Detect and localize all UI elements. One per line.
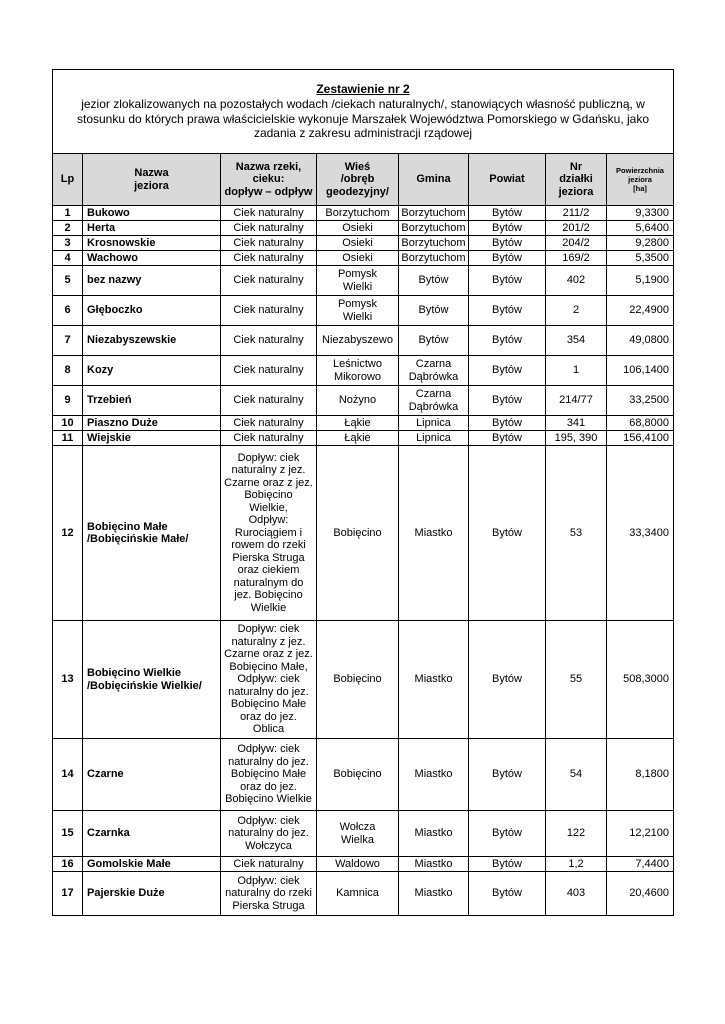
table-body xyxy=(53,206,674,916)
cell-nazwa: Bobięcino Małe /Bobięcińskie Małe/ xyxy=(83,446,221,621)
cell-rzeka: Ciek naturalny xyxy=(221,221,317,236)
table-row xyxy=(53,621,674,739)
document-title xyxy=(53,70,674,154)
cell-powiat: Bytów xyxy=(469,739,546,811)
cell-gmina: Czarna Dąbrówka xyxy=(399,386,469,416)
cell-rzeka: Ciek naturalny xyxy=(221,431,317,446)
table-row xyxy=(53,811,674,857)
cell-wies: Bobięcino xyxy=(317,739,399,811)
cell-lp: 2 xyxy=(53,221,83,236)
table-row xyxy=(53,251,674,266)
cell-dzialka: 211/2 xyxy=(546,206,607,221)
header-powiat: Powiat xyxy=(469,154,546,206)
header-row xyxy=(53,154,674,206)
cell-rzeka: Ciek naturalny xyxy=(221,296,317,326)
cell-gmina: Miastko xyxy=(399,857,469,872)
cell-wies: Łąkie xyxy=(317,431,399,446)
cell-powierzchnia: 106,1400 xyxy=(607,356,674,386)
cell-lp: 7 xyxy=(53,326,83,356)
table-row xyxy=(53,296,674,326)
title-heading: Zestawienie nr 2 xyxy=(316,82,410,97)
cell-nazwa: Czarnka xyxy=(83,811,221,857)
cell-lp: 17 xyxy=(53,872,83,916)
cell-gmina: Miastko xyxy=(399,872,469,916)
cell-wies: Waldowo xyxy=(317,857,399,872)
table-row xyxy=(53,386,674,416)
header-nazwa: Nazwa jeziora xyxy=(83,154,221,206)
cell-powiat: Bytów xyxy=(469,386,546,416)
cell-powierzchnia: 20,4600 xyxy=(607,872,674,916)
header-dzialka: Nr działki jeziora xyxy=(546,154,607,206)
cell-powiat: Bytów xyxy=(469,857,546,872)
cell-nazwa: Wachowo xyxy=(83,251,221,266)
cell-gmina: Czarna Dąbrówka xyxy=(399,356,469,386)
cell-powierzchnia: 5,3500 xyxy=(607,251,674,266)
cell-lp: 8 xyxy=(53,356,83,386)
cell-dzialka: 54 xyxy=(546,739,607,811)
cell-rzeka: Ciek naturalny xyxy=(221,416,317,431)
cell-nazwa: Herta xyxy=(83,221,221,236)
cell-powiat: Bytów xyxy=(469,296,546,326)
cell-powiat: Bytów xyxy=(469,326,546,356)
header-rzeka: Nazwa rzeki, cieku: dopływ – odpływ xyxy=(221,154,317,206)
cell-lp: 9 xyxy=(53,386,83,416)
cell-gmina: Miastko xyxy=(399,621,469,739)
table-row xyxy=(53,739,674,811)
cell-lp: 3 xyxy=(53,236,83,251)
cell-powiat: Bytów xyxy=(469,431,546,446)
cell-dzialka: 402 xyxy=(546,266,607,296)
cell-dzialka: 122 xyxy=(546,811,607,857)
cell-rzeka: Ciek naturalny xyxy=(221,386,317,416)
cell-powierzchnia: 33,3400 xyxy=(607,446,674,621)
header-wies: Wieś /obręb geodezyjny/ xyxy=(317,154,399,206)
cell-powierzchnia: 9,3300 xyxy=(607,206,674,221)
cell-nazwa: Czarne xyxy=(83,739,221,811)
table-row xyxy=(53,236,674,251)
cell-powiat: Bytów xyxy=(469,206,546,221)
table-row xyxy=(53,206,674,221)
cell-wies: Kamnica xyxy=(317,872,399,916)
cell-nazwa: Niezabyszewskie xyxy=(83,326,221,356)
cell-wies: Bobięcino xyxy=(317,446,399,621)
cell-powiat: Bytów xyxy=(469,356,546,386)
cell-gmina: Bytów xyxy=(399,266,469,296)
cell-lp: 13 xyxy=(53,621,83,739)
cell-wies: Niezabyszewo xyxy=(317,326,399,356)
cell-dzialka: 354 xyxy=(546,326,607,356)
cell-lp: 12 xyxy=(53,446,83,621)
cell-powierzchnia: 508,3000 xyxy=(607,621,674,739)
cell-rzeka: Dopływ: ciek naturalny z jez. Czarne oraz z jez. Bobięcino Małe, Odpływ: ciek naturalny do jez. Bobięcino Małe oraz do jez. Oblica xyxy=(221,621,317,739)
cell-powierzchnia: 7,4400 xyxy=(607,857,674,872)
cell-rzeka: Odpływ: ciek naturalny do rzeki Pierska Struga xyxy=(221,872,317,916)
cell-powierzchnia: 33,2500 xyxy=(607,386,674,416)
cell-dzialka: 341 xyxy=(546,416,607,431)
lakes-table xyxy=(52,69,674,916)
cell-dzialka: 55 xyxy=(546,621,607,739)
cell-rzeka: Ciek naturalny xyxy=(221,236,317,251)
cell-wies: Osieki xyxy=(317,251,399,266)
cell-wies: Pomysk Wielki xyxy=(317,266,399,296)
cell-wies: Leśnictwo Mikorowo xyxy=(317,356,399,386)
cell-lp: 10 xyxy=(53,416,83,431)
cell-rzeka: Ciek naturalny xyxy=(221,206,317,221)
cell-nazwa: Gomolskie Małe xyxy=(83,857,221,872)
table-row xyxy=(53,266,674,296)
title-line-1: jezior zlokalizowanych na pozostałych wodach /ciekach naturalnych/, stanowiących własność publiczną, w xyxy=(81,96,645,111)
table-row xyxy=(53,221,674,236)
cell-rzeka: Odpływ: ciek naturalny do jez. Bobięcino Małe oraz do jez. Bobięcino Wielkie xyxy=(221,739,317,811)
cell-wies: Wołcza Wielka xyxy=(317,811,399,857)
cell-dzialka: 2 xyxy=(546,296,607,326)
header-powierzchnia: Powierzchnia jeziora [ha] xyxy=(607,154,674,206)
cell-dzialka: 1,2 xyxy=(546,857,607,872)
cell-powiat: Bytów xyxy=(469,266,546,296)
cell-powiat: Bytów xyxy=(469,236,546,251)
cell-dzialka: 169/2 xyxy=(546,251,607,266)
cell-nazwa: Bobięcino Wielkie /Bobięcińskie Wielkie/ xyxy=(83,621,221,739)
title-line-2: stosunku do których prawa właścicielskie wykonuje Marszałek Województwa Pomorskiego w Gdańsku, jako xyxy=(77,111,650,126)
cell-wies: Osieki xyxy=(317,221,399,236)
cell-lp: 6 xyxy=(53,296,83,326)
cell-powierzchnia: 156,4100 xyxy=(607,431,674,446)
cell-dzialka: 195, 390 xyxy=(546,431,607,446)
cell-nazwa: Pajerskie Duże xyxy=(83,872,221,916)
title-line-3: zadania z zakresu administracji rządowej xyxy=(253,126,473,141)
cell-powierzchnia: 68,8000 xyxy=(607,416,674,431)
cell-powierzchnia: 8,1800 xyxy=(607,739,674,811)
cell-gmina: Miastko xyxy=(399,446,469,621)
cell-dzialka: 53 xyxy=(546,446,607,621)
cell-gmina: Miastko xyxy=(399,739,469,811)
cell-lp: 5 xyxy=(53,266,83,296)
table-row xyxy=(53,857,674,872)
cell-gmina: Borzytuchom xyxy=(399,236,469,251)
cell-wies: Pomysk Wielki xyxy=(317,296,399,326)
cell-dzialka: 1 xyxy=(546,356,607,386)
cell-nazwa: Piaszno Duże xyxy=(83,416,221,431)
table-row xyxy=(53,356,674,386)
cell-rzeka: Ciek naturalny xyxy=(221,266,317,296)
cell-nazwa: Wiejskie xyxy=(83,431,221,446)
cell-powierzchnia: 9,2800 xyxy=(607,236,674,251)
cell-powierzchnia: 5,6400 xyxy=(607,221,674,236)
cell-powiat: Bytów xyxy=(469,251,546,266)
cell-wies: Łąkie xyxy=(317,416,399,431)
cell-gmina: Bytów xyxy=(399,326,469,356)
cell-dzialka: 204/2 xyxy=(546,236,607,251)
header-lp: Lp xyxy=(53,154,83,206)
cell-gmina: Miastko xyxy=(399,811,469,857)
cell-nazwa: Głęboczko xyxy=(83,296,221,326)
cell-nazwa: Trzebień xyxy=(83,386,221,416)
cell-lp: 4 xyxy=(53,251,83,266)
document-sheet xyxy=(52,69,673,916)
cell-powierzchnia: 49,0800 xyxy=(607,326,674,356)
table-row xyxy=(53,446,674,621)
cell-gmina: Borzytuchom xyxy=(399,221,469,236)
cell-lp: 15 xyxy=(53,811,83,857)
cell-gmina: Borzytuchom xyxy=(399,251,469,266)
cell-dzialka: 214/77 xyxy=(546,386,607,416)
cell-powierzchnia: 5,1900 xyxy=(607,266,674,296)
cell-rzeka: Ciek naturalny xyxy=(221,326,317,356)
cell-wies: Nożyno xyxy=(317,386,399,416)
cell-lp: 1 xyxy=(53,206,83,221)
cell-powiat: Bytów xyxy=(469,872,546,916)
cell-dzialka: 201/2 xyxy=(546,221,607,236)
cell-wies: Osieki xyxy=(317,236,399,251)
cell-lp: 16 xyxy=(53,857,83,872)
cell-rzeka: Odpływ: ciek naturalny do jez. Wołczyca xyxy=(221,811,317,857)
cell-lp: 11 xyxy=(53,431,83,446)
cell-wies: Bobięcino xyxy=(317,621,399,739)
cell-nazwa: Kozy xyxy=(83,356,221,386)
cell-powiat: Bytów xyxy=(469,811,546,857)
table-row xyxy=(53,416,674,431)
cell-powiat: Bytów xyxy=(469,221,546,236)
cell-powiat: Bytów xyxy=(469,621,546,739)
cell-gmina: Bytów xyxy=(399,296,469,326)
cell-gmina: Lipnica xyxy=(399,416,469,431)
cell-nazwa: Krosnowskie xyxy=(83,236,221,251)
cell-rzeka: Ciek naturalny xyxy=(221,857,317,872)
cell-powierzchnia: 22,4900 xyxy=(607,296,674,326)
cell-rzeka: Ciek naturalny xyxy=(221,251,317,266)
cell-gmina: Lipnica xyxy=(399,431,469,446)
cell-nazwa: bez nazwy xyxy=(83,266,221,296)
cell-rzeka: Dopływ: ciek naturalny z jez. Czarne oraz z jez. Bobięcino Wielkie, Odpływ: Rurociągiem i rowem do rzeki Pierska Struga oraz ciekiem naturalnym do jez. Bobięcino Wielkie xyxy=(221,446,317,621)
table-row xyxy=(53,431,674,446)
cell-nazwa: Bukowo xyxy=(83,206,221,221)
cell-wies: Borzytuchom xyxy=(317,206,399,221)
cell-lp: 14 xyxy=(53,739,83,811)
cell-powiat: Bytów xyxy=(469,416,546,431)
cell-rzeka: Ciek naturalny xyxy=(221,356,317,386)
table-row xyxy=(53,872,674,916)
cell-dzialka: 403 xyxy=(546,872,607,916)
title-row xyxy=(53,70,674,154)
table-row xyxy=(53,326,674,356)
cell-powierzchnia: 12,2100 xyxy=(607,811,674,857)
cell-gmina: Borzytuchom xyxy=(399,206,469,221)
cell-powiat: Bytów xyxy=(469,446,546,621)
header-gmina: Gmina xyxy=(399,154,469,206)
